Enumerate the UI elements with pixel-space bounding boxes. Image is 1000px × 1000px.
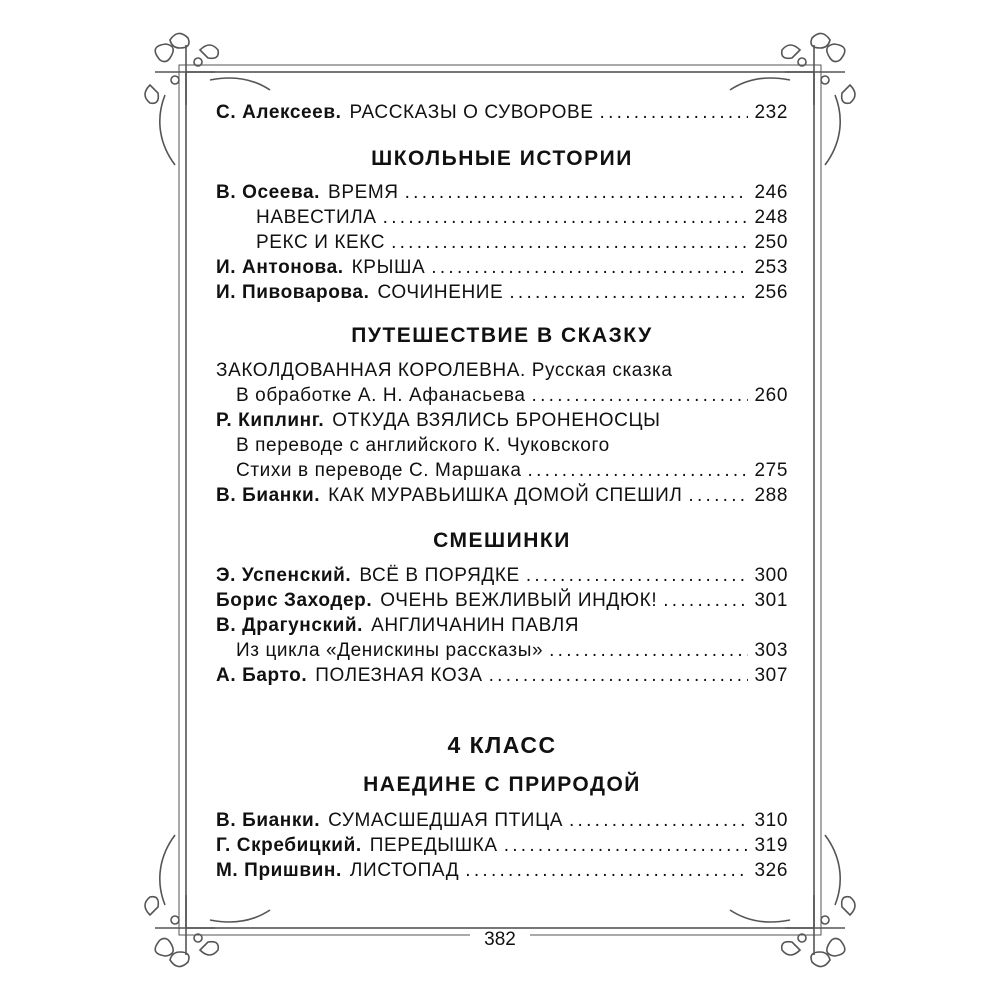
entry-title: ОЧЕНЬ ВЕЖЛИВЫЙ ИНДЮК! [380, 590, 658, 611]
entry-title: ВРЕМЯ [328, 182, 399, 203]
toc-entry[interactable] [256, 230, 788, 256]
entry-title: Стихи в переводе С. Маршака [236, 460, 522, 481]
dot-leader [600, 100, 749, 126]
entry-page-number: 326 [754, 860, 788, 881]
dot-leader [465, 858, 748, 884]
entry-page-number: 248 [754, 207, 788, 228]
entry-title: РАССКАЗЫ О СУВОРОВЕ [349, 102, 594, 123]
entry-page-number: 310 [754, 810, 788, 831]
entry-title: КАК МУРАВЬИШКА ДОМОЙ СПЕШИЛ [328, 485, 683, 506]
entry-title: ПЕРЕДЫШКА [369, 835, 498, 856]
entry-title: ОТКУДА ВЗЯЛИСЬ БРОНЕНОСЦЫ [332, 410, 661, 431]
entry-title: КРЫША [351, 257, 426, 278]
dot-leader [383, 205, 749, 231]
dot-leader [489, 663, 749, 689]
entry-page-number: 253 [754, 257, 788, 278]
dot-leader [526, 563, 749, 589]
entry-title: ПОЛЕЗНАЯ КОЗА [315, 665, 483, 686]
entry-author: В. Осеева. [216, 182, 321, 203]
section-heading: НАЕДИНЕ С ПРИРОДОЙ [363, 773, 641, 796]
entry-page-number: 275 [754, 460, 788, 481]
dot-leader [688, 483, 748, 509]
entry-page-number: 307 [754, 665, 788, 686]
page-number: 382 [470, 929, 530, 951]
dot-leader [663, 588, 748, 614]
entry-author: И. Пивоварова. [216, 282, 370, 303]
toc-entry[interactable] [216, 808, 788, 834]
entry-author: С. Алексеев. [216, 102, 342, 123]
entry-author: В. Бианки. [216, 810, 321, 831]
entry-page-number: 250 [754, 232, 788, 253]
toc-entry[interactable] [216, 858, 788, 884]
entry-author: Борис Заходер. [216, 590, 373, 611]
dot-leader [569, 808, 748, 834]
toc-entry[interactable] [236, 638, 788, 664]
dot-leader [509, 280, 748, 306]
dot-leader [532, 383, 749, 409]
toc-entry[interactable] [216, 280, 788, 306]
entry-author: А. Барто. [216, 665, 308, 686]
toc-entry[interactable] [216, 180, 788, 206]
entry-page-number: 246 [754, 182, 788, 203]
entry-title: СОЧИНЕНИЕ [377, 282, 504, 303]
section-heading: СМЕШИНКИ [433, 529, 571, 552]
section-heading: ШКОЛЬНЫЕ ИСТОРИИ [371, 147, 633, 170]
entry-title: В обработке А. Н. Афанасьева [236, 385, 526, 406]
toc-entry[interactable] [216, 100, 788, 126]
entry-title: Из цикла «Денискины рассказы» [236, 640, 544, 661]
entry-title: ЗАКОЛДОВАННАЯ КОРОЛЕВНА [216, 360, 520, 381]
dot-leader [504, 833, 749, 859]
entry-page-number: 256 [754, 282, 788, 303]
toc-entry[interactable] [216, 358, 788, 384]
toc-entry[interactable] [216, 483, 788, 509]
dot-leader [391, 230, 748, 256]
section-heading: ПУТЕШЕСТВИЕ В СКАЗКУ [351, 324, 653, 347]
entry-page-number: 319 [754, 835, 788, 856]
entry-author: Р. Киплинг. [216, 410, 325, 431]
entry-author: Г. Скребицкий. [216, 835, 362, 856]
entry-author: В. Бианки. [216, 485, 321, 506]
section-heading: 4 КЛАСС [447, 732, 557, 758]
entry-author: И. Антонова. [216, 257, 344, 278]
dot-leader [431, 255, 748, 281]
toc-entry[interactable] [216, 663, 788, 689]
entry-page-number: 303 [754, 640, 788, 661]
dot-leader [549, 638, 748, 664]
toc-entry[interactable] [216, 613, 788, 639]
toc-entry[interactable] [216, 563, 788, 589]
toc-entry[interactable] [236, 433, 788, 459]
entry-title: РЕКС И КЕКС [256, 232, 386, 253]
entry-page-number: 232 [754, 102, 788, 123]
dot-leader [405, 180, 749, 206]
entry-page-number: 301 [754, 590, 788, 611]
entry-page-number: 260 [754, 385, 788, 406]
entry-title: ЛИСТОПАД [349, 860, 460, 881]
toc-entry[interactable] [216, 588, 788, 614]
entry-title: АНГЛИЧАНИН ПАВЛЯ [371, 615, 580, 636]
entry-title: НАВЕСТИЛА [256, 207, 377, 228]
toc-entry[interactable] [216, 255, 788, 281]
toc-entry[interactable] [256, 205, 788, 231]
entry-title: В переводе с английского К. Чуковского [236, 435, 610, 456]
entry-title: ВСЁ В ПОРЯДКЕ [359, 565, 520, 586]
entry-page-number: 288 [754, 485, 788, 506]
entry-author: В. Драгунский. [216, 615, 364, 636]
dot-leader [528, 458, 749, 484]
toc-entry[interactable] [216, 408, 788, 434]
entry-author: Э. Успенский. [216, 565, 352, 586]
toc-entry[interactable] [216, 833, 788, 859]
toc-entry[interactable] [236, 383, 788, 409]
entry-author: М. Пришвин. [216, 860, 342, 881]
entry-subtitle: . Русская сказка [519, 360, 673, 381]
entry-page-number: 300 [754, 565, 788, 586]
entry-title: СУМАСШЕДШАЯ ПТИЦА [328, 810, 563, 831]
toc-entry[interactable] [236, 458, 788, 484]
